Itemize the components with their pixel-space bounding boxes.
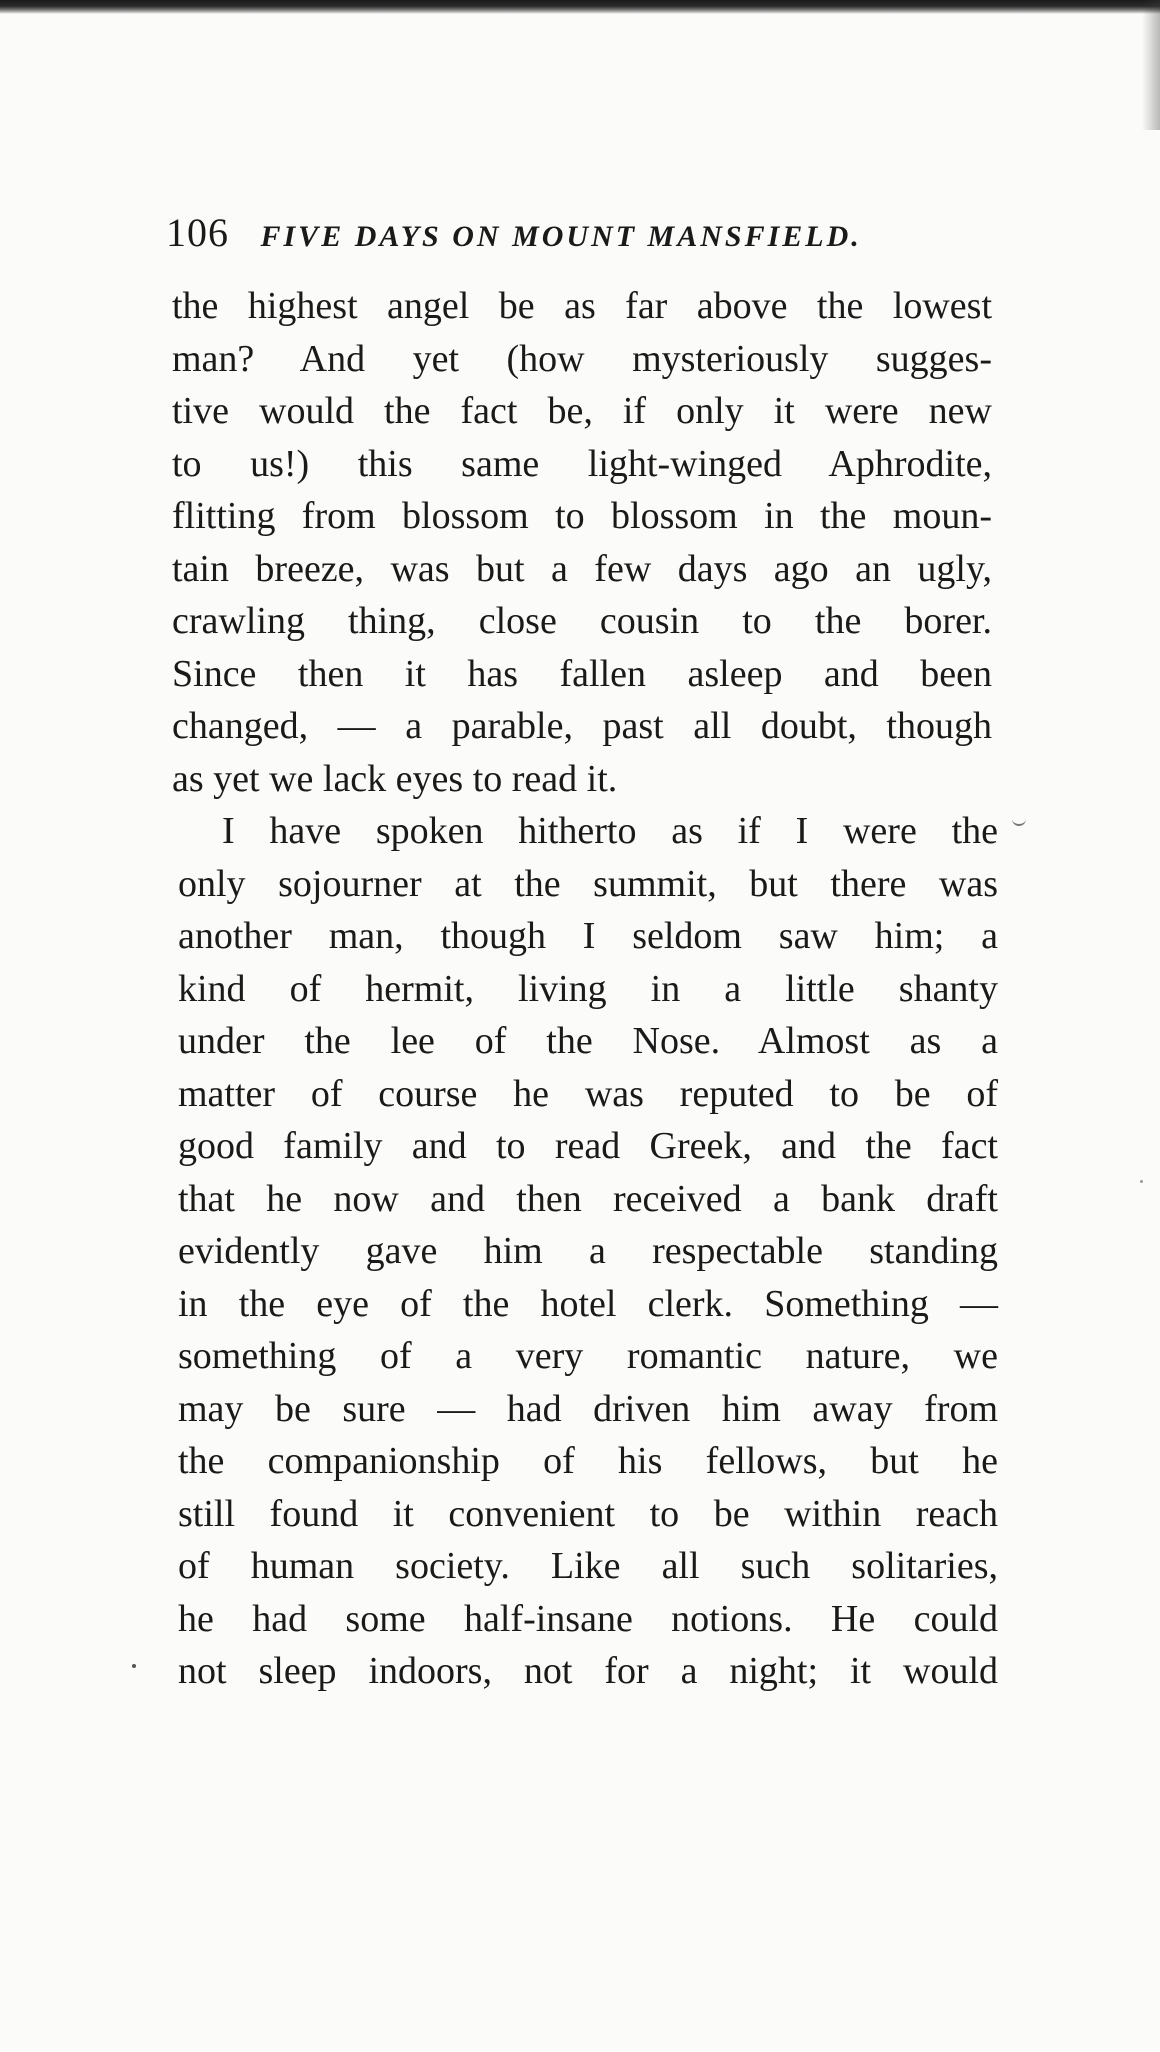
text-line: something of a very romantic nature, we [178,1335,998,1377]
text-line: man? And yet (how mysteriously sugges- [172,337,992,380]
ink-speck [132,1664,136,1668]
body-text [172,280,998,1698]
text-line: crawling thing, close cousin to the borer. [172,600,992,642]
text-line: only sojourner at the summit, but there was [178,862,998,905]
text-line: may be sure — had driven him away from [178,1387,998,1430]
text-line: Since then it has fallen asleep and been [172,652,992,695]
text-line: he had some half-insane notions. He could [178,1597,998,1640]
text-line: tive would the fact be, if only it were new [172,390,992,432]
text-line: changed, — a parable, past all doubt, though [172,705,992,747]
text-line: good family and to read Greek, and the fact [178,1125,998,1167]
text-line: evidently gave him a respectable standing [178,1230,998,1272]
text-line: that he now and then received a bank draft [178,1177,998,1220]
page-right-edge-shadow [1142,0,1160,130]
text-line: another man, though I seldom saw him; a [178,915,998,957]
text-line: of human society. Like all such solitaries, [178,1545,998,1587]
text-line: still found it convenient to be within reach [178,1492,998,1535]
text-line: matter of course he was reputed to be of [178,1072,998,1115]
text-line: flitting from blossom to blossom in the moun- [172,495,992,537]
text-line: tain breeze, was but a few days ago an ugly, [172,547,992,590]
text-line: not sleep indoors, not for a night; it would [178,1650,998,1692]
ink-speck [1140,1180,1143,1183]
text-line: to us!) this same light-winged Aphrodite, [172,442,992,485]
paragraph-end-line: as yet we lack eyes to read it. [172,757,618,800]
text-line: the highest angel be as far above the lowest [172,285,992,327]
page-top-edge-shadow [0,0,1160,14]
margin-mark [1012,818,1026,826]
paragraph-start-line: I have spoken hitherto as if I were the [222,810,998,852]
text-line: under the lee of the Nose. Almost as a [178,1020,998,1062]
running-title: FIVE DAYS ON MOUNT MANSFIELD. [260,220,862,253]
text-line: in the eye of the hotel clerk. Something — [178,1282,998,1325]
page-number: 106 [166,210,229,255]
text-line: the companionship of his fellows, but he [178,1440,998,1482]
text-line: kind of hermit, living in a little shanty [178,967,998,1010]
running-head [166,210,862,260]
